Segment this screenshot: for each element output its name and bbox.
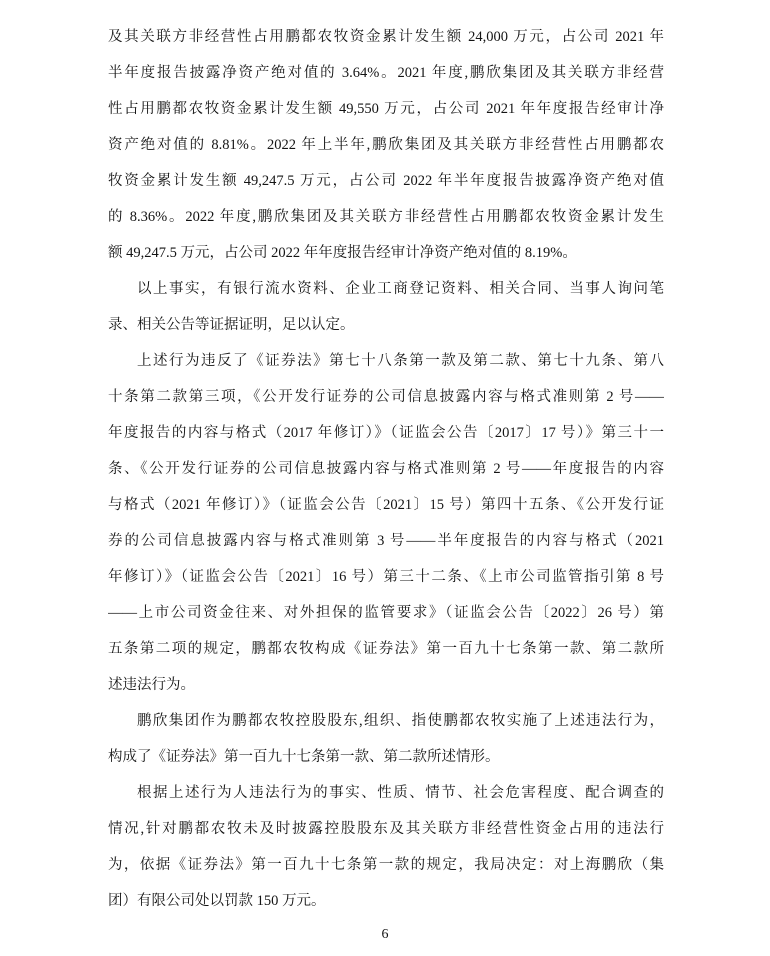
text-line: 性占用鹏都农牧资金累计发生额 49,550 万元，占公司 2021 年年度报告经审计净 [108,101,664,117]
text-line: 录、相关公告等证据证明，足以认定。 [108,317,355,333]
text-line: 半年度报告披露净资产绝对值的 3.64%。2021 年度,鹏欣集团及其关联方非经营 [108,65,664,81]
text-line: 与格式（2021 年修订）》（证监会公告〔2021〕15 号）第四十五条、《公开发行证 [108,497,664,513]
text-line: 五条第二项的规定，鹏都农牧构成《证券法》第一百九十七条第一款、第二款所 [108,641,664,657]
text-line: 资产绝对值的 8.81%。2022 年上半年,鹏欣集团及其关联方非经营性占用鹏都农 [108,137,664,153]
text-line: 鹏欣集团作为鹏都农牧控股股东,组织、指使鹏都农牧实施了上述违法行为， [137,713,664,729]
text-line: 以上事实，有银行流水资料、企业工商登记资料、相关合同、当事人询问笔 [137,281,664,297]
paragraph [108,703,664,775]
text-line: 十条第二款第三项，《公开发行证券的公司信息披露内容与格式准则第 2 号—— [108,389,664,405]
text-line: ——上市公司资金往来、对外担保的监管要求》（证监会公告〔2022〕26 号）第 [108,605,664,621]
text-line: 情况,针对鹏都农牧未及时披露控股股东及其关联方非经营性资金占用的违法行 [108,821,664,837]
text-line: 述违法行为。 [108,677,195,693]
text-line: 为，依据《证券法》第一百九十七条第一款的规定，我局决定：对上海鹏欣（集 [108,857,664,873]
paragraph [108,271,664,343]
text-line: 条、《公开发行证券的公司信息披露内容与格式准则第 2 号——年度报告的内容 [108,461,664,477]
text-line: 额 49,247.5 万元，占公司 2022 年年度报告经审计净资产绝对值的 8.19%。 [108,245,577,261]
text-line: 年度报告的内容与格式（2017 年修订）》（证监会公告〔2017〕17 号）》第三十一 [108,425,664,441]
text-line: 牧资金累计发生额 49,247.5 万元，占公司 2022 年半年度报告披露净资产绝对值 [108,173,664,189]
paragraph [108,775,664,919]
document-body [108,19,664,919]
text-line: 券的公司信息披露内容与格式准则第 3 号——半年度报告的内容与格式（2021 [108,533,664,549]
text-line: 根据上述行为人违法行为的事实、性质、情节、社会危害程度、配合调查的 [137,785,664,801]
text-line: 的 8.36%。2022 年度,鹏欣集团及其关联方非经营性占用鹏都农牧资金累计发生 [108,209,664,225]
text-line: 团）有限公司处以罚款 150 万元。 [108,893,326,909]
text-line: 上述行为违反了《证券法》第七十八条第一款及第二款、第七十九条、第八 [137,353,664,369]
text-line: 年修订）》（证监会公告〔2021〕16 号）第三十二条、《上市公司监管指引第 8 号 [108,569,664,585]
page-number: 6 [381,927,389,942]
paragraph [108,343,664,703]
text-line: 构成了《证券法》第一百九十七条第一款、第二款所述情形。 [108,749,500,765]
paragraph [108,19,664,271]
text-line: 及其关联方非经营性占用鹏都农牧资金累计发生额 24,000 万元，占公司 2021 年 [108,29,664,45]
